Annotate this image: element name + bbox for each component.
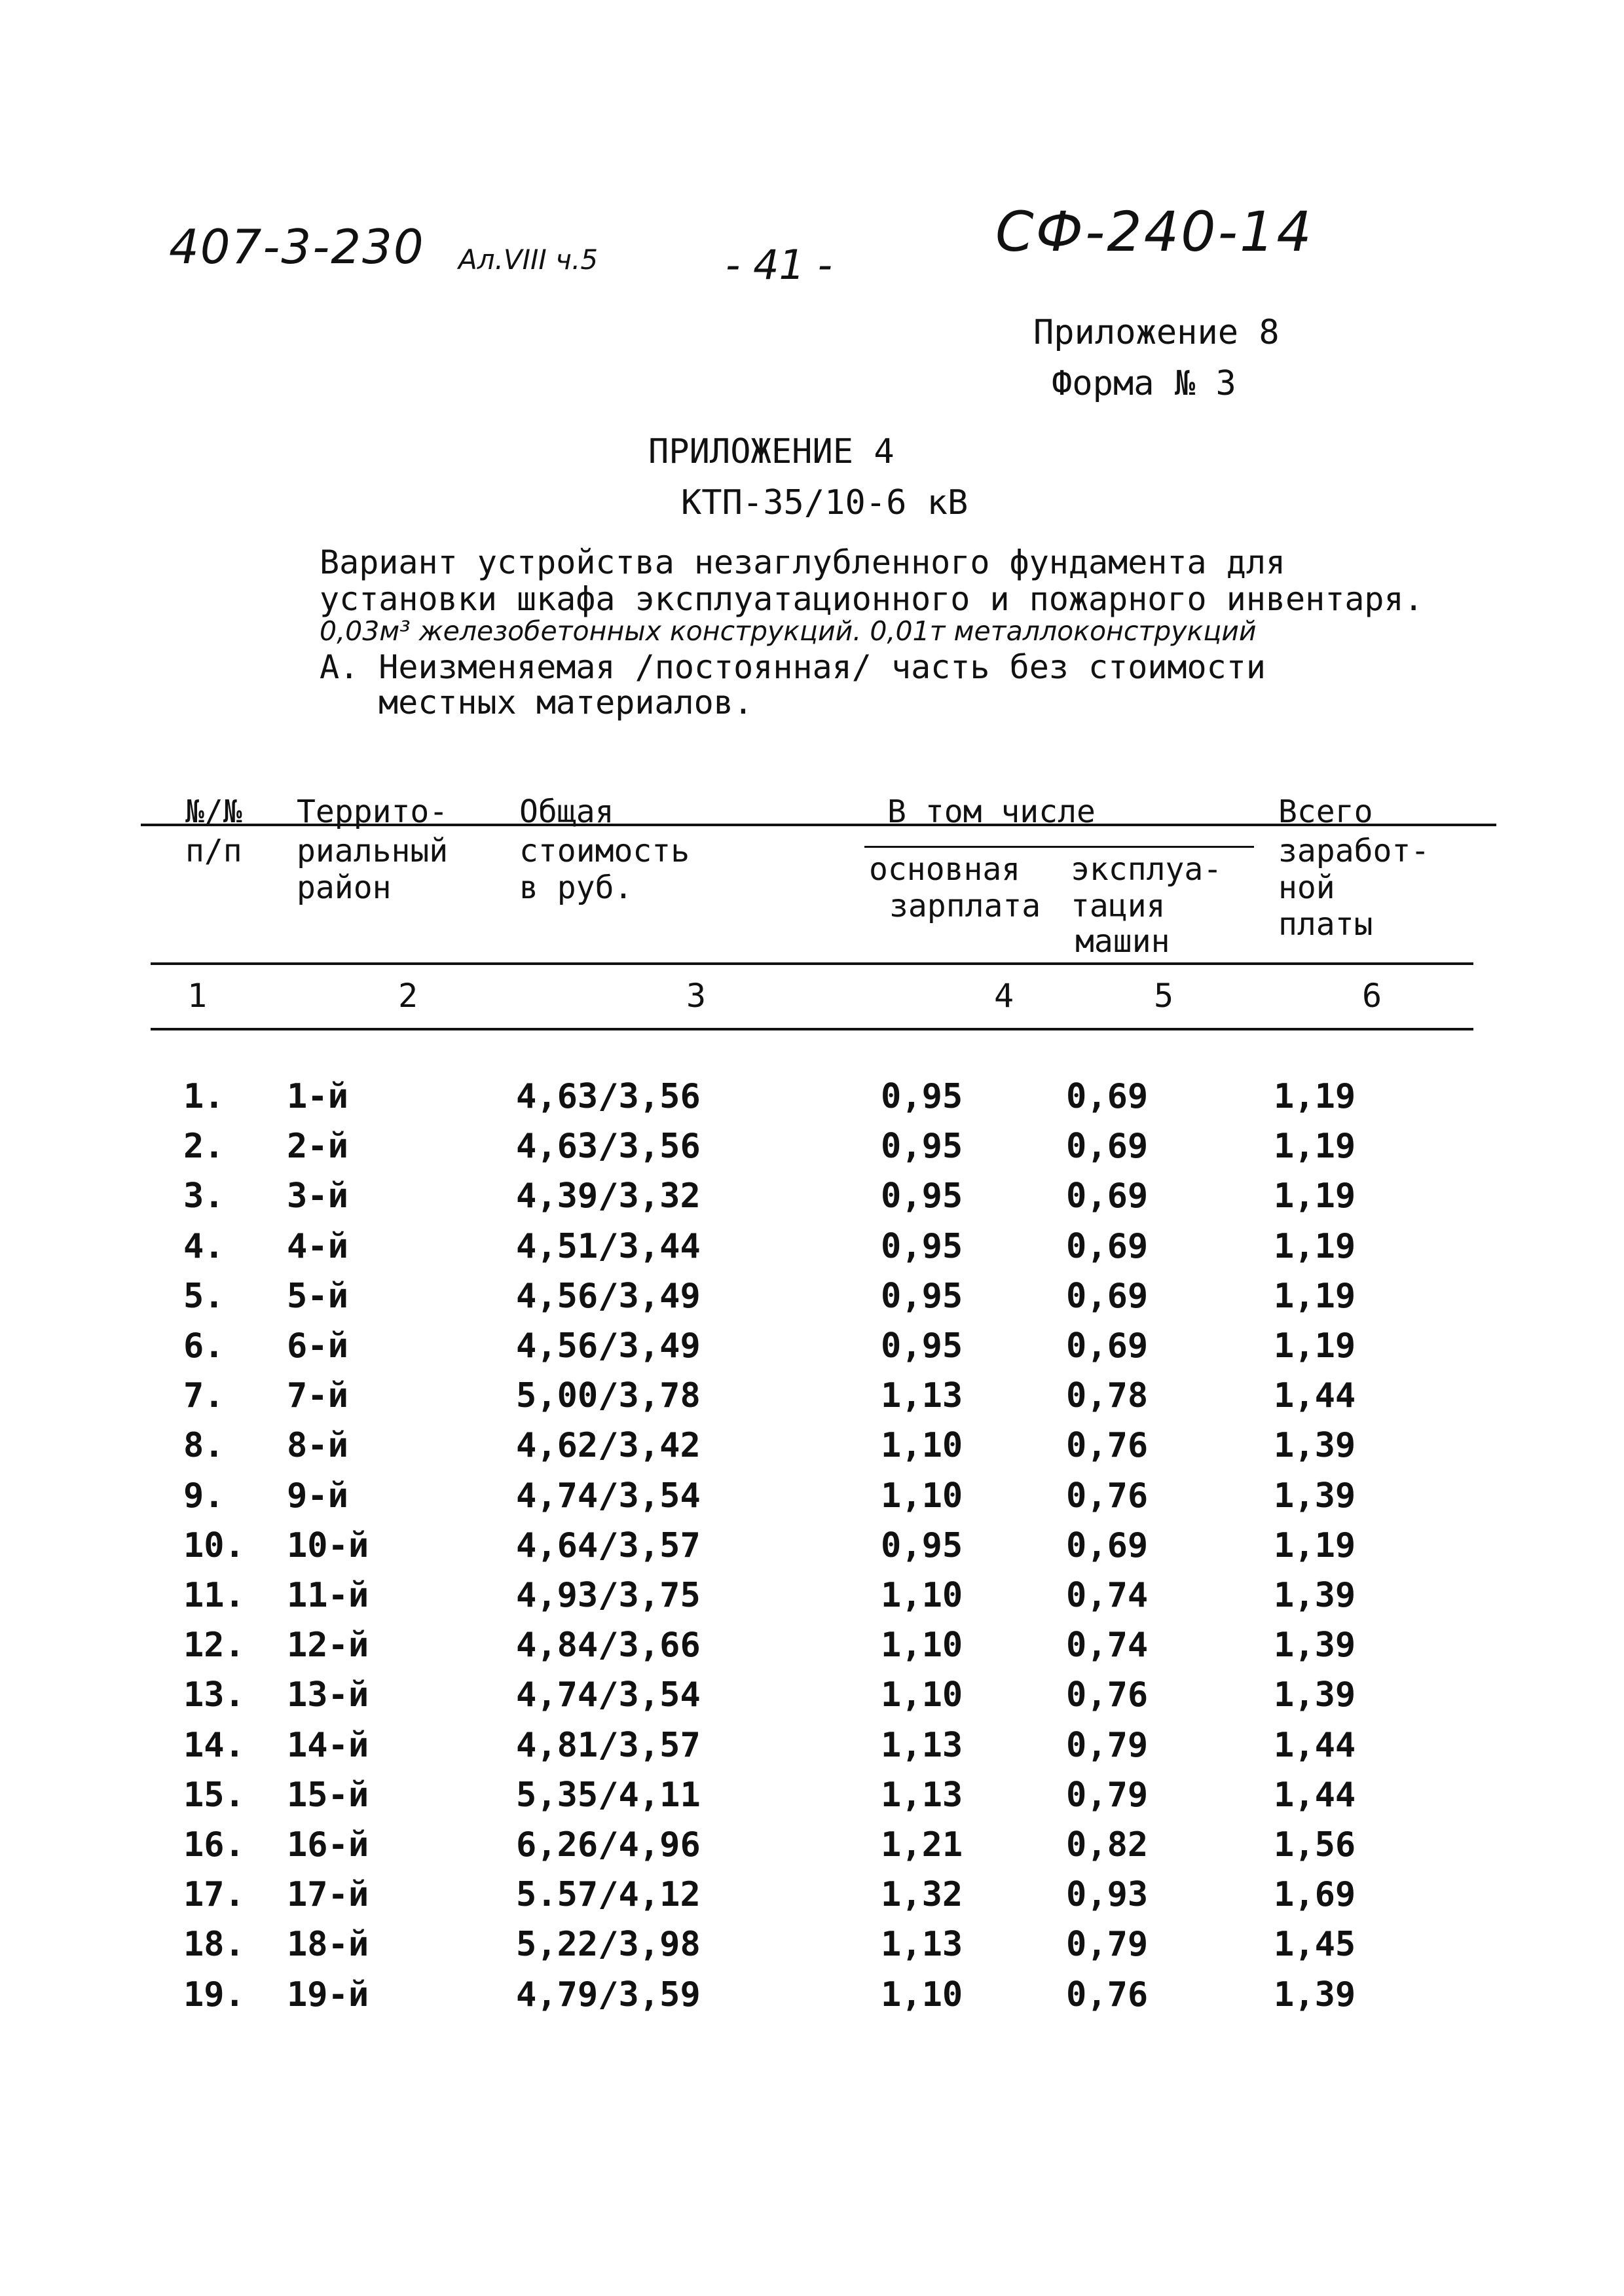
row-number: 13. (183, 1675, 245, 1715)
row-region: 3-й (287, 1176, 348, 1216)
row-total-wage: 1,39 (1274, 1675, 1356, 1715)
header-allwage-line2: заработ- (1278, 833, 1430, 869)
row-region: 9-й (287, 1476, 348, 1516)
appendix-label: Приложение 8 (1033, 313, 1280, 352)
row-total-wage: 1,44 (1274, 1776, 1356, 1815)
row-region: 12-й (287, 1626, 369, 1665)
row-total-cost: 4,81/3,57 (516, 1726, 701, 1765)
stamp-code: СФ-240-14 (995, 200, 1314, 264)
row-total-wage: 1,39 (1274, 1626, 1356, 1665)
row-region: 13-й (287, 1675, 369, 1715)
row-machine-cost: 0,76 (1066, 1476, 1149, 1516)
row-total-wage: 1,39 (1274, 1426, 1356, 1465)
row-machine-cost: 0,74 (1066, 1626, 1149, 1665)
row-machine-cost: 0,69 (1066, 1326, 1149, 1366)
header-machines-line3: машин (1075, 923, 1170, 960)
row-machine-cost: 0,69 (1066, 1277, 1149, 1316)
header-allwage-line1: Всего (1278, 793, 1373, 830)
row-machine-cost: 0,78 (1066, 1376, 1149, 1415)
row-machine-cost: 0,79 (1066, 1726, 1149, 1765)
row-base-wage: 0,95 (881, 1077, 963, 1116)
row-number: 19. (183, 1975, 245, 2014)
document-code: 407-3-230 (169, 219, 425, 274)
row-total-cost: 5,35/4,11 (516, 1776, 701, 1815)
row-machine-cost: 0,82 (1066, 1825, 1149, 1865)
header-region-line2: риальный (297, 833, 449, 869)
section-a-heading: А. Неизменяемая /постоянная/ часть без стоимости (320, 648, 1266, 686)
header-bottom-rule (151, 962, 1473, 965)
row-region: 5-й (287, 1277, 348, 1316)
row-region: 2-й (287, 1127, 348, 1166)
row-number: 2. (183, 1127, 225, 1166)
header-allwage-line4: платы (1278, 906, 1373, 943)
row-region: 6-й (287, 1326, 348, 1366)
column-number-3: 3 (686, 977, 707, 1015)
row-total-cost: 4,84/3,66 (516, 1626, 701, 1665)
row-region: 1-й (287, 1077, 348, 1116)
row-total-wage: 1,19 (1274, 1176, 1356, 1216)
column-number-6: 6 (1362, 977, 1382, 1015)
row-total-wage: 1,45 (1274, 1925, 1356, 1964)
header-wage-line1: основная (869, 851, 1021, 888)
row-base-wage: 1,32 (881, 1875, 963, 1914)
description-line-1: Вариант устройства незаглубленного фундамента для (320, 543, 1286, 581)
row-base-wage: 0,95 (881, 1326, 963, 1366)
album-reference: Ал.VIII ч.5 (458, 244, 599, 276)
row-total-cost: 4,63/3,56 (516, 1077, 701, 1116)
row-base-wage: 1,13 (881, 1925, 963, 1964)
row-base-wage: 1,10 (881, 1476, 963, 1516)
column-number-1: 1 (187, 977, 208, 1015)
row-number: 8. (183, 1426, 225, 1465)
row-total-wage: 1,39 (1274, 1476, 1356, 1516)
row-total-wage: 1,19 (1274, 1277, 1356, 1316)
header-num-line1: №/№ (185, 793, 242, 830)
row-total-cost: 4,39/3,32 (516, 1176, 701, 1216)
row-total-cost: 4,51/3,44 (516, 1227, 701, 1266)
row-machine-cost: 0,69 (1066, 1077, 1149, 1116)
header-allwage-line3: ной (1278, 869, 1335, 906)
row-machine-cost: 0,69 (1066, 1526, 1149, 1565)
row-total-wage: 1,19 (1274, 1526, 1356, 1565)
row-base-wage: 0,95 (881, 1277, 963, 1316)
row-number: 18. (183, 1925, 245, 1964)
page-subtitle: КТП-35/10-6 кВ (681, 483, 969, 522)
row-machine-cost: 0,79 (1066, 1776, 1149, 1815)
handwritten-note: 0,03м³ железобетонных конструкций. 0,01т металлоконструкций (320, 615, 1257, 647)
row-region: 15-й (287, 1776, 369, 1815)
row-base-wage: 1,10 (881, 1426, 963, 1465)
header-region-line1: Террито- (297, 793, 449, 830)
row-machine-cost: 0,69 (1066, 1127, 1149, 1166)
section-a-heading-cont: местных материалов. (378, 683, 753, 721)
column-number-5: 5 (1154, 977, 1174, 1015)
row-number: 7. (183, 1376, 225, 1415)
row-total-wage: 1,39 (1274, 1576, 1356, 1615)
row-total-cost: 4,62/3,42 (516, 1426, 701, 1465)
row-machine-cost: 0,74 (1066, 1576, 1149, 1615)
row-number: 4. (183, 1227, 225, 1266)
row-number: 16. (183, 1825, 245, 1865)
header-machines-line1: эксплуа- (1071, 851, 1223, 888)
row-base-wage: 1,10 (881, 1975, 963, 2014)
row-number: 5. (183, 1277, 225, 1316)
group-rule (864, 846, 1254, 848)
row-number: 15. (183, 1776, 245, 1815)
row-base-wage: 0,95 (881, 1176, 963, 1216)
row-number: 3. (183, 1176, 225, 1216)
row-machine-cost: 0,69 (1066, 1227, 1149, 1266)
row-number: 12. (183, 1626, 245, 1665)
row-base-wage: 1,13 (881, 1776, 963, 1815)
row-machine-cost: 0,76 (1066, 1675, 1149, 1715)
row-total-wage: 1,19 (1274, 1127, 1356, 1166)
row-region: 18-й (287, 1925, 369, 1964)
form-label: Форма № 3 (1052, 364, 1236, 403)
row-total-cost: 5.57/4,12 (516, 1875, 701, 1914)
row-base-wage: 1,10 (881, 1576, 963, 1615)
row-total-wage: 1,69 (1274, 1875, 1356, 1914)
row-total-cost: 4,79/3,59 (516, 1975, 701, 2014)
row-total-wage: 1,44 (1274, 1376, 1356, 1415)
row-total-wage: 1,19 (1274, 1326, 1356, 1366)
column-number-rule (151, 1028, 1473, 1030)
row-region: 10-й (287, 1526, 369, 1565)
row-total-wage: 1,19 (1274, 1227, 1356, 1266)
header-total-line3: в руб. (519, 869, 633, 906)
header-group: В том числе (887, 793, 1096, 830)
row-region: 7-й (287, 1376, 348, 1415)
row-region: 14-й (287, 1726, 369, 1765)
row-total-cost: 4,56/3,49 (516, 1277, 701, 1316)
row-machine-cost: 0,93 (1066, 1875, 1149, 1914)
row-number: 17. (183, 1875, 245, 1914)
row-region: 16-й (287, 1825, 369, 1865)
header-total-line1: Общая (519, 793, 614, 830)
row-total-wage: 1,39 (1274, 1975, 1356, 2014)
header-total-line2: стоимость (519, 833, 690, 869)
row-number: 14. (183, 1726, 245, 1765)
row-base-wage: 1,21 (881, 1825, 963, 1865)
row-total-wage: 1,56 (1274, 1825, 1356, 1865)
row-number: 11. (183, 1576, 245, 1615)
header-region-line3: район (297, 869, 392, 906)
page-number: - 41 - (726, 241, 833, 289)
row-machine-cost: 0,79 (1066, 1925, 1149, 1964)
row-total-cost: 5,22/3,98 (516, 1925, 701, 1964)
row-number: 6. (183, 1326, 225, 1366)
header-machines-line2: тация (1071, 888, 1166, 924)
row-number: 9. (183, 1476, 225, 1516)
row-base-wage: 1,13 (881, 1376, 963, 1415)
row-base-wage: 1,10 (881, 1626, 963, 1665)
row-base-wage: 0,95 (881, 1227, 963, 1266)
row-total-cost: 4,74/3,54 (516, 1476, 701, 1516)
row-base-wage: 1,13 (881, 1726, 963, 1765)
row-total-cost: 4,74/3,54 (516, 1675, 701, 1715)
row-total-wage: 1,44 (1274, 1726, 1356, 1765)
row-total-cost: 4,93/3,75 (516, 1576, 701, 1615)
row-base-wage: 0,95 (881, 1127, 963, 1166)
row-number: 1. (183, 1077, 225, 1116)
row-total-cost: 6,26/4,96 (516, 1825, 701, 1865)
row-number: 10. (183, 1526, 245, 1565)
row-total-wage: 1,19 (1274, 1077, 1356, 1116)
column-number-2: 2 (398, 977, 418, 1015)
row-region: 11-й (287, 1576, 369, 1615)
header-num-line2: п/п (185, 833, 242, 869)
row-region: 4-й (287, 1227, 348, 1266)
row-machine-cost: 0,69 (1066, 1176, 1149, 1216)
row-region: 19-й (287, 1975, 369, 2014)
row-machine-cost: 0,76 (1066, 1975, 1149, 2014)
row-machine-cost: 0,76 (1066, 1426, 1149, 1465)
row-total-cost: 4,63/3,56 (516, 1127, 701, 1166)
row-base-wage: 0,95 (881, 1526, 963, 1565)
page-title: ПРИЛОЖЕНИЕ 4 (648, 432, 895, 471)
row-total-cost: 4,56/3,49 (516, 1326, 701, 1366)
row-total-cost: 4,64/3,57 (516, 1526, 701, 1565)
row-region: 17-й (287, 1875, 369, 1914)
description-line-2: установки шкафа эксплуатационного и пожарного инвентаря. (320, 580, 1424, 618)
row-region: 8-й (287, 1426, 348, 1465)
header-wage-line2: зарплата (889, 888, 1041, 924)
row-base-wage: 1,10 (881, 1675, 963, 1715)
row-total-cost: 5,00/3,78 (516, 1376, 701, 1415)
column-number-4: 4 (994, 977, 1014, 1015)
